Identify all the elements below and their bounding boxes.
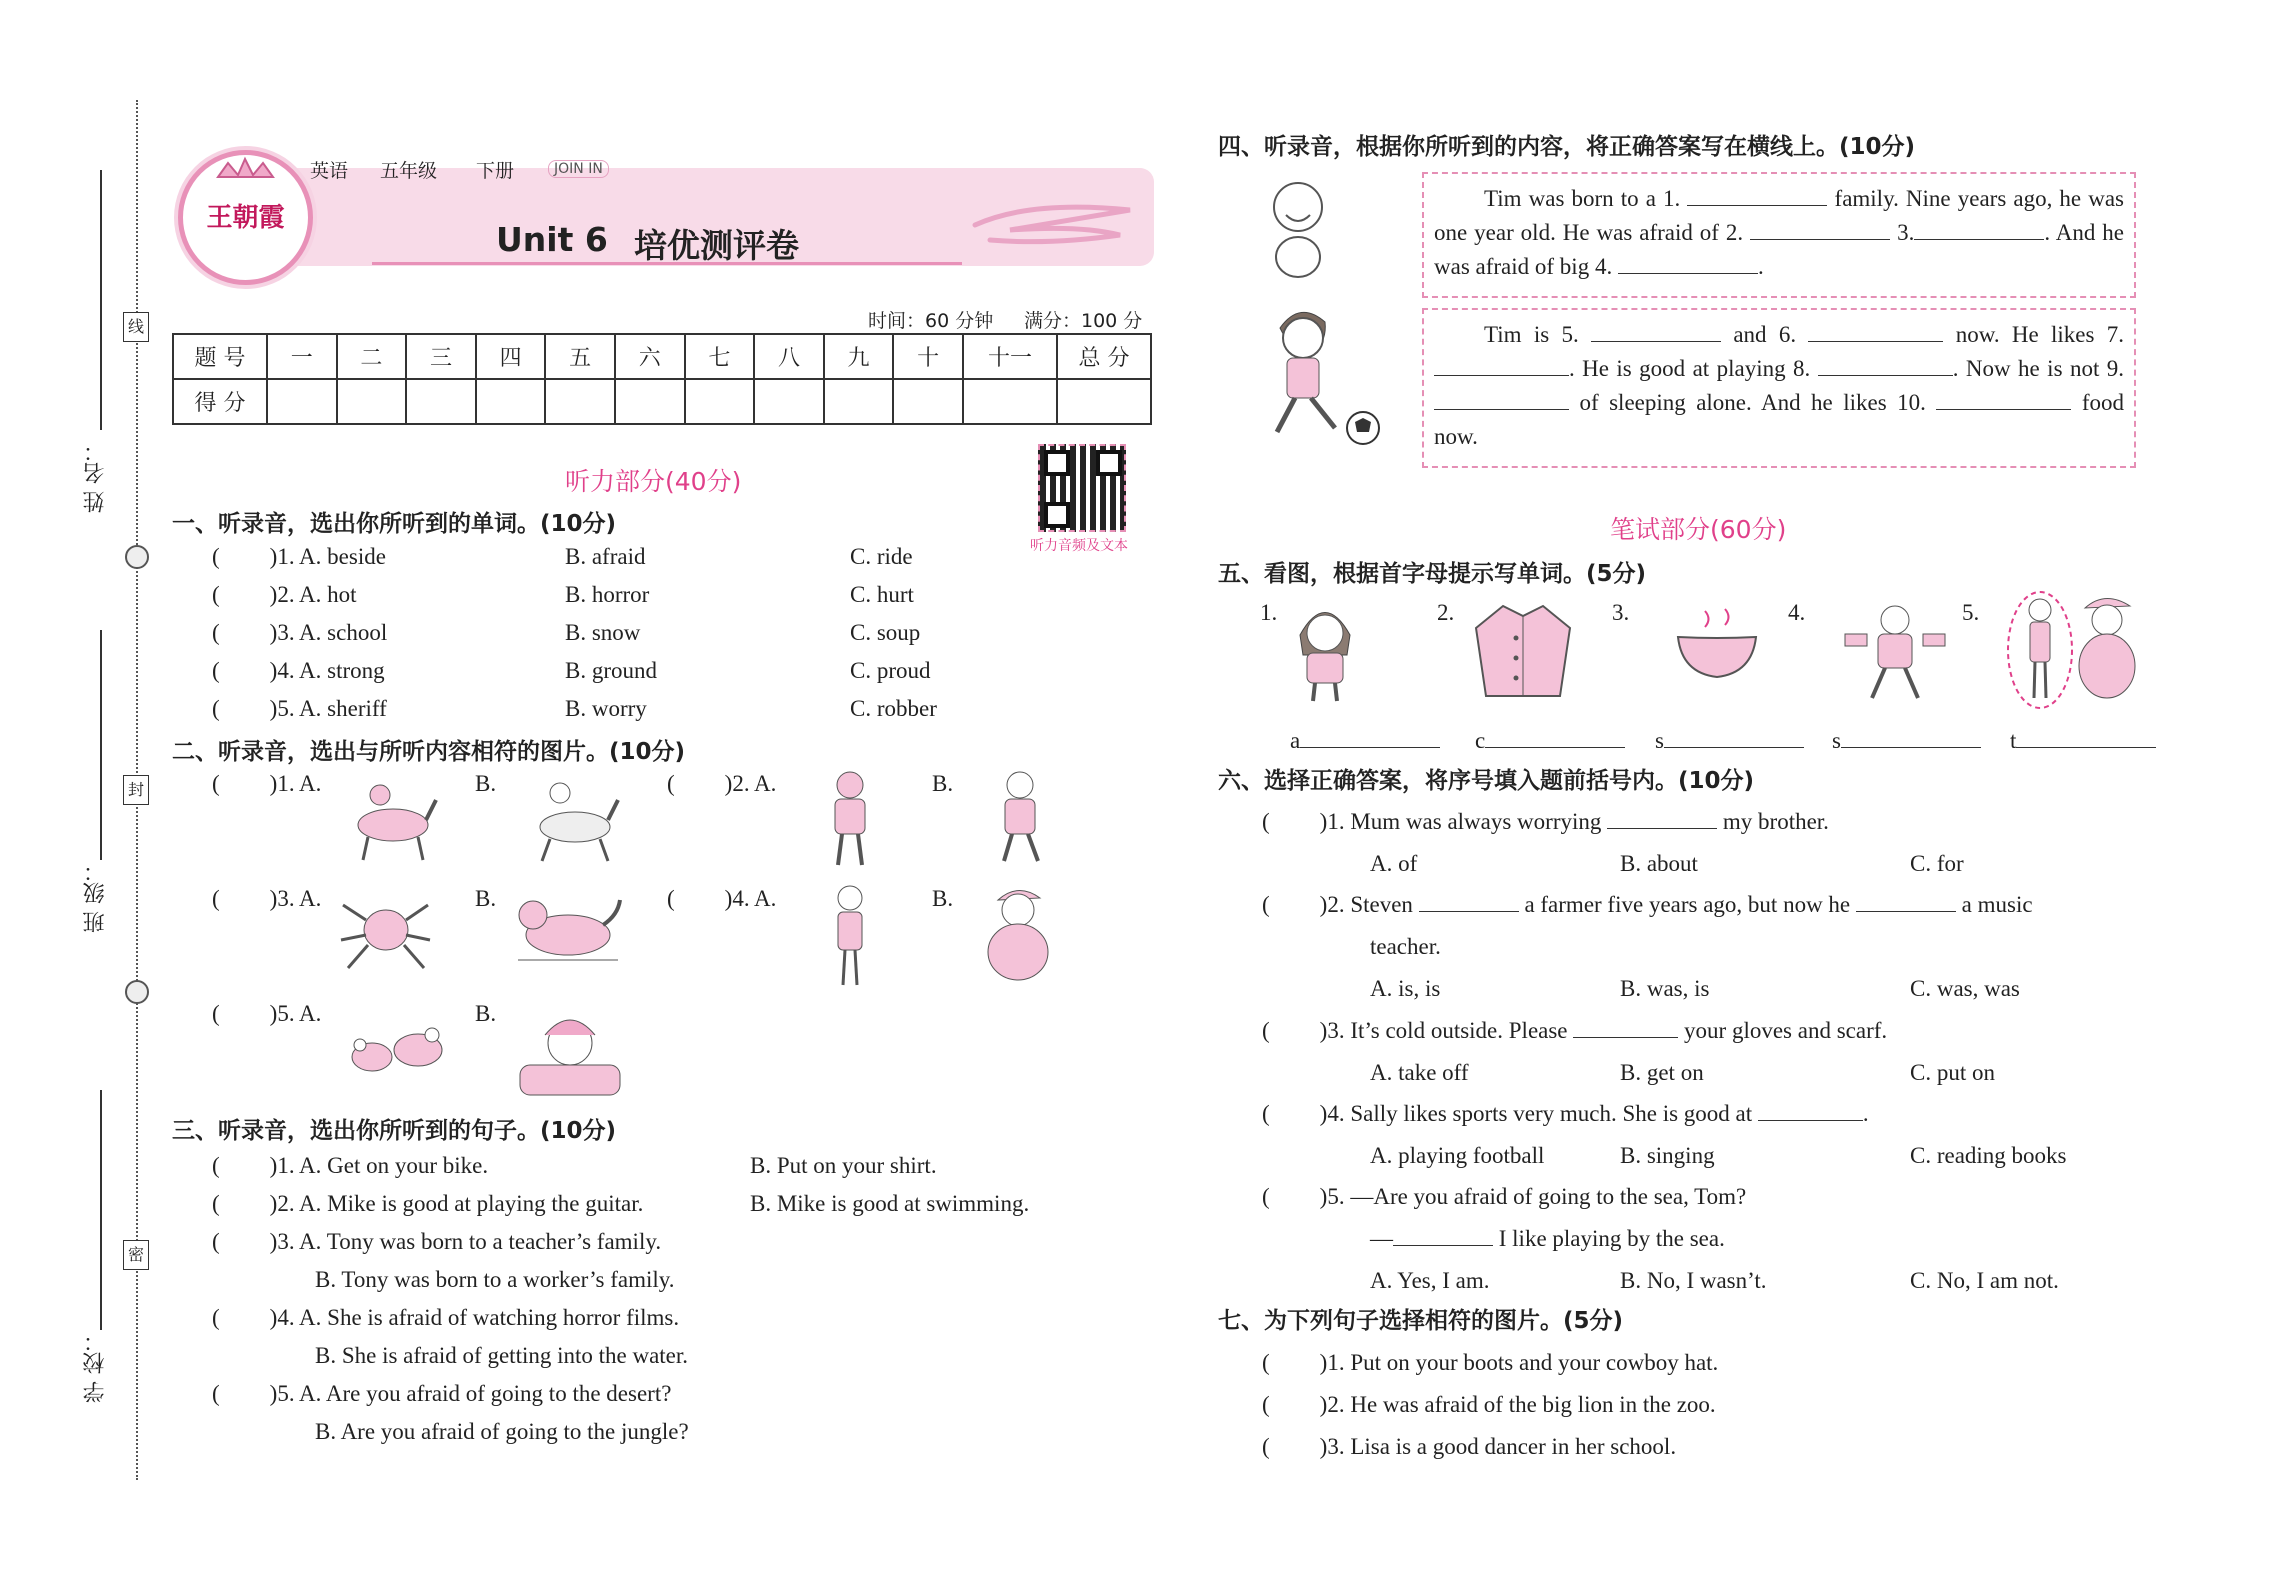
- s1-q5-b: B. worry: [565, 696, 647, 721]
- full-score: 满分：100 分: [1024, 310, 1143, 332]
- s5-answer-2[interactable]: c: [1475, 722, 1625, 760]
- title-main: 培优测评卷: [634, 226, 799, 265]
- binding-hole-icon: [125, 545, 149, 569]
- s6-q1: ( )1. Mum was always worrying my brother.: [1262, 809, 1829, 834]
- horse-rider-pink-icon: [338, 765, 438, 865]
- passage-box-1: Tim was born to a 1. family. Nine years ago, he was one year old. He was afraid of 2. 3. . And he was afraid of big 4. .: [1422, 172, 2136, 298]
- brush-stroke-icon: [970, 195, 1140, 255]
- class-label: 班 级：: [83, 860, 108, 933]
- s1-q4-c: C. proud: [850, 658, 931, 683]
- edition-tag: JOIN IN: [548, 160, 609, 178]
- s7-q1: ( )1. Put on your boots and your cowboy hat.: [1262, 1350, 1719, 1375]
- s1-q1-b: B. afraid: [565, 544, 646, 569]
- s6-q3-blank[interactable]: [1573, 1017, 1678, 1038]
- qr-code-icon[interactable]: [1038, 444, 1126, 532]
- s5-answer-5[interactable]: t: [2010, 722, 2156, 760]
- blank-1[interactable]: [1687, 185, 1827, 206]
- s3-q3-b: B. Tony was born to a worker’s family.: [315, 1267, 675, 1292]
- subject-tag: 英语: [310, 160, 349, 182]
- score-input-cell[interactable]: [545, 379, 615, 424]
- s5-answer-4[interactable]: s: [1832, 722, 1981, 760]
- binding-hole-icon: [125, 980, 149, 1004]
- score-input-cell[interactable]: [754, 379, 824, 424]
- s1-q2-c: C. hurt: [850, 582, 914, 607]
- s2-q4-b: B.: [932, 886, 954, 911]
- score-table: [172, 333, 1152, 425]
- table-cell: 三: [406, 334, 476, 379]
- s6-q1-blank[interactable]: [1607, 808, 1717, 829]
- score-input-cell[interactable]: [685, 379, 755, 424]
- score-input-cell[interactable]: [267, 379, 337, 424]
- s1-q3-b: B. snow: [565, 620, 641, 645]
- title-unit: Unit 6: [496, 220, 608, 259]
- sleeping-girl-icon: [515, 1005, 625, 1100]
- s2-q4: ( )4. A.: [667, 886, 777, 911]
- s3-q1-b: B. Put on your shirt.: [750, 1153, 937, 1178]
- blank-9[interactable]: [1434, 389, 1569, 410]
- s7-q3: ( )3. Lisa is a good dancer in her school.: [1262, 1434, 1677, 1459]
- blank-7[interactable]: [1434, 355, 1569, 376]
- s2-q5: ( )5. A.: [212, 1001, 322, 1026]
- s3-q3: ( )3. A. Tony was born to a teacher’s family.: [212, 1229, 662, 1254]
- section-2-title: 二、听录音，选出与所听内容相符的图片。(10分): [172, 739, 686, 765]
- blank-8[interactable]: [1818, 355, 1953, 376]
- section-5-title: 五、看图，根据首字母提示写单词。(5分): [1218, 561, 1647, 587]
- s6-q3: ( )3. It’s cold outside. Please your gloves and scarf.: [1262, 1018, 1888, 1043]
- spider-icon: [338, 880, 433, 975]
- s3-q4-b: B. She is afraid of getting into the water.: [315, 1343, 689, 1368]
- s2-q3-b: B.: [475, 886, 497, 911]
- score-input-cell[interactable]: [476, 379, 546, 424]
- s6-q1-opt-b: B. about: [1620, 851, 1698, 876]
- blank-4[interactable]: [1618, 253, 1758, 274]
- listening-heading: 听力部分(40分): [565, 467, 742, 496]
- s1-q2: ( )2. A. hot: [212, 582, 357, 607]
- section-3-title: 三、听录音，选出你所听到的句子。(10分): [172, 1118, 617, 1144]
- table-cell: 得 分: [173, 379, 267, 424]
- blank-5[interactable]: [1591, 321, 1721, 342]
- table-cell: 二: [337, 334, 407, 379]
- horse-rider-sketch-icon: [520, 765, 620, 865]
- brand-logo-badge: [178, 150, 313, 285]
- fat-boy-cap-icon: [970, 880, 1065, 992]
- boy-playing-football-icon: [1255, 300, 1385, 450]
- s6-q4-opt-b: B. singing: [1620, 1143, 1715, 1168]
- s7-q2: ( )2. He was afraid of the big lion in the zoo.: [1262, 1392, 1716, 1417]
- blank-2[interactable]: [1750, 219, 1890, 240]
- s5-answer-1[interactable]: a: [1290, 722, 1440, 760]
- s1-q4: ( )4. A. strong: [212, 658, 385, 683]
- s6-q2-opt-c: C. was, was: [1910, 976, 2020, 1001]
- s5-num-4: 4.: [1788, 600, 1806, 625]
- s3-q1: ( )1. A. Get on your bike.: [212, 1153, 489, 1178]
- score-input-cell[interactable]: [406, 379, 476, 424]
- s6-q2-blank-1[interactable]: [1419, 891, 1519, 912]
- score-input-cell[interactable]: [963, 379, 1057, 424]
- s6-q3-opt-b: B. get on: [1620, 1060, 1704, 1085]
- s6-q2: ( )2. Steven a farmer five years ago, but now he a music: [1262, 892, 2033, 917]
- s5-num-2: 2.: [1437, 600, 1455, 625]
- table-cell: 十一: [963, 334, 1057, 379]
- qr-corner-icon: [1044, 450, 1070, 476]
- s6-q5-opt-a: A. Yes, I am.: [1370, 1268, 1490, 1293]
- writing-heading: 笔试部分(60分): [1610, 515, 1787, 544]
- s5-num-3: 3.: [1612, 600, 1630, 625]
- soup-bowl-icon: [1670, 605, 1765, 685]
- s3-q2-b: B. Mike is good at swimming.: [750, 1191, 1030, 1216]
- s6-q2-opt-a: A. is, is: [1370, 976, 1441, 1001]
- blank-6[interactable]: [1808, 321, 1943, 342]
- table-cell: 题 号: [173, 334, 267, 379]
- qr-corner-icon: [1096, 450, 1122, 476]
- mice-icon: [340, 1015, 450, 1080]
- section-1-title: 一、听录音，选出你所听到的单词。(10分): [172, 511, 617, 537]
- crying-baby-icon: [1258, 175, 1338, 285]
- scared-girl-icon: [1285, 595, 1365, 705]
- table-cell: 十: [893, 334, 963, 379]
- seal-line-mark: 线: [123, 312, 149, 342]
- s6-q2-blank-2[interactable]: [1856, 891, 1956, 912]
- s6-q5-reply: — I like playing by the sea.: [1370, 1226, 1725, 1251]
- s3-q5: ( )5. A. Are you afraid of going to the desert?: [212, 1381, 672, 1406]
- score-table-score-row: [173, 379, 1151, 424]
- table-cell: 一: [267, 334, 337, 379]
- s6-q5-blank[interactable]: [1393, 1225, 1493, 1246]
- seal-dense-mark: 密: [123, 1240, 149, 1270]
- s6-q3-opt-c: C. put on: [1910, 1060, 1995, 1085]
- s1-q1-c: C. ride: [850, 544, 913, 569]
- s6-q1-opt-a: A. of: [1370, 851, 1418, 876]
- section-4-title: 四、听录音，根据你所听到的内容，将正确答案写在横线上。(10分): [1218, 134, 1916, 160]
- section-7-title: 七、为下列句子选择相符的图片。(5分): [1218, 1308, 1624, 1334]
- table-cell: 八: [754, 334, 824, 379]
- coat-icon: [1468, 598, 1578, 703]
- thin-and-fat-boys-icon: [2005, 588, 2145, 713]
- s1-q4-b: B. ground: [565, 658, 657, 683]
- score-input-cell[interactable]: [337, 379, 407, 424]
- thin-boy-icon: [820, 880, 880, 990]
- score-table-header-row: [173, 334, 1151, 379]
- s6-q2-opt-b: B. was, is: [1620, 976, 1710, 1001]
- grade-tag: 五年级: [380, 160, 438, 182]
- blank-3[interactable]: [1914, 219, 2044, 240]
- s1-q3-c: C. soup: [850, 620, 921, 645]
- time-limit: 时间：60 分钟: [868, 310, 994, 332]
- s3-q4: ( )4. A. She is afraid of watching horror films.: [212, 1305, 680, 1330]
- s6-q4-blank[interactable]: [1758, 1100, 1863, 1121]
- s5-num-5: 5.: [1962, 600, 1980, 625]
- table-cell: 五: [545, 334, 615, 379]
- s3-q2: ( )2. A. Mike is good at playing the guitar.: [212, 1191, 644, 1216]
- s6-q4-opt-c: C. reading books: [1910, 1143, 2067, 1168]
- s6-q5: ( )5. —Are you afraid of going to the sea, Tom?: [1262, 1184, 1747, 1209]
- section-6-title: 六、选择正确答案，将序号填入题前括号内。(10分): [1218, 768, 1755, 794]
- term-tag: 下册: [476, 160, 515, 182]
- blank-10[interactable]: [1936, 389, 2071, 410]
- s6-q4: ( )4. Sally likes sports very much. She is good at .: [1262, 1101, 1869, 1126]
- s2-q1: ( )1. A.: [212, 771, 322, 796]
- school-label: 学 校：: [83, 1330, 108, 1403]
- girl-sketch-icon: [980, 765, 1060, 870]
- s6-q1-opt-c: C. for: [1910, 851, 1964, 876]
- table-cell: 总 分: [1057, 334, 1151, 379]
- strong-man-dumbbells-icon: [1840, 598, 1950, 703]
- s6-q5-opt-c: C. No, I am not.: [1910, 1268, 2059, 1293]
- s6-q3-opt-a: A. take off: [1370, 1060, 1469, 1085]
- s2-q1-b: B.: [475, 771, 497, 796]
- s1-q3: ( )3. A. school: [212, 620, 388, 645]
- s6-q4-opt-a: A. playing football: [1370, 1143, 1545, 1168]
- school-underline: [100, 1090, 102, 1330]
- passage-box-2: Tim is 5. and 6. now. He likes 7. . He is good at playing 8. . Now he is not 9. of sleeping alone. And he likes 10. food now.: [1422, 308, 2136, 468]
- score-input-cell[interactable]: [1057, 379, 1151, 424]
- s5-num-1: 1.: [1260, 600, 1278, 625]
- s1-q1: ( )1. A. beside: [212, 544, 386, 569]
- s2-q2-b: B.: [932, 771, 954, 796]
- s1-q2-b: B. horror: [565, 582, 650, 607]
- s6-q5-opt-b: B. No, I wasn’t.: [1620, 1268, 1767, 1293]
- s5-answer-3[interactable]: s: [1655, 722, 1804, 760]
- girl-pink-icon: [810, 765, 890, 870]
- s1-q5: ( )5. A. sheriff: [212, 696, 387, 721]
- table-cell: 六: [615, 334, 685, 379]
- name-label: 姓 名：: [83, 440, 108, 513]
- s3-q5-b: B. Are you afraid of going to the jungle?: [315, 1419, 689, 1444]
- qr-corner-icon: [1044, 502, 1070, 528]
- score-input-cell[interactable]: [615, 379, 685, 424]
- score-input-cell[interactable]: [893, 379, 963, 424]
- s2-q5-b: B.: [475, 1001, 497, 1026]
- s2-q3: ( )3. A.: [212, 886, 322, 911]
- qr-caption: 听力音频及文本: [1030, 538, 1128, 554]
- s6-q2-cont: teacher.: [1370, 934, 1441, 959]
- s2-q2: ( )2. A.: [667, 771, 777, 796]
- brand-name: 王朝霞: [206, 203, 285, 233]
- table-cell: 四: [476, 334, 546, 379]
- seal-seal-mark: 封: [123, 775, 149, 805]
- table-cell: 九: [824, 334, 894, 379]
- score-input-cell[interactable]: [824, 379, 894, 424]
- class-underline: [100, 630, 102, 860]
- dog-icon: [508, 880, 623, 970]
- s1-q5-c: C. robber: [850, 696, 937, 721]
- name-underline: [100, 170, 102, 430]
- table-cell: 七: [685, 334, 755, 379]
